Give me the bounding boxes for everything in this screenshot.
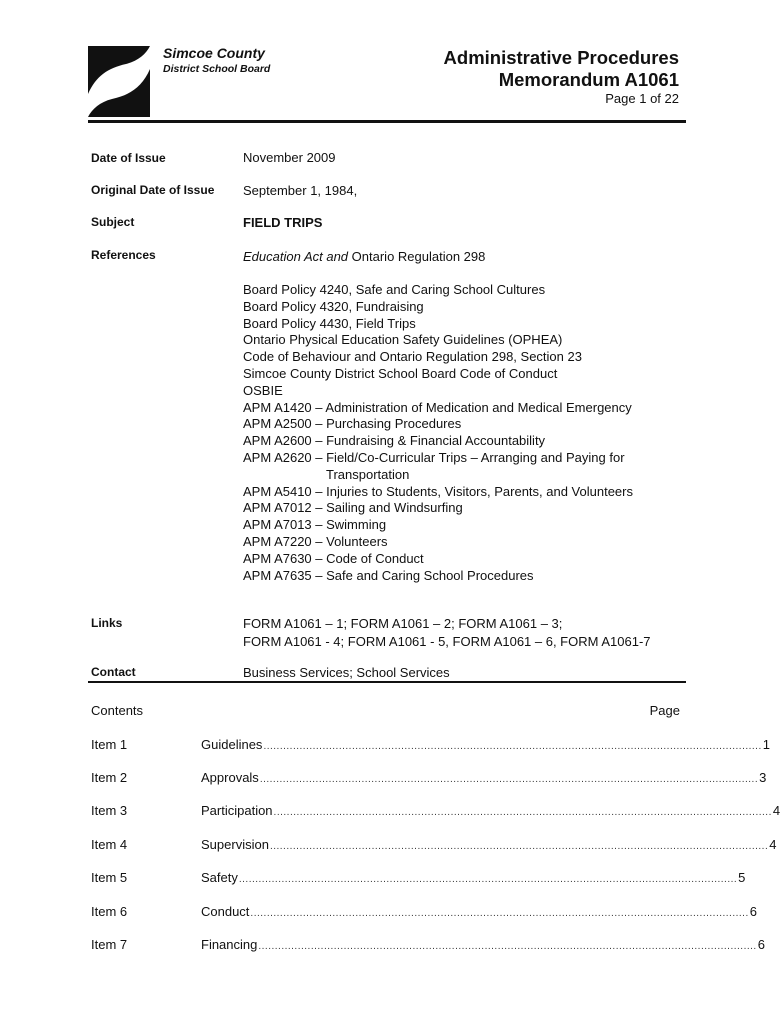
reference-item: APM A7635 – Safe and Caring School Procedures <box>243 567 534 583</box>
toc-item-number: Item 5 <box>91 870 128 885</box>
org-subtitle: District School Board <box>163 63 271 75</box>
toc-item-page: 6 <box>757 937 765 952</box>
toc-item-page: 1 <box>762 737 770 752</box>
reference-item: APM A7630 – Code of Conduct <box>243 550 424 566</box>
reference-item: Simcoe County District School Board Code of Conduct <box>243 365 558 381</box>
toc-row[interactable] <box>91 737 770 755</box>
references-list <box>243 282 633 584</box>
links-line-2: FORM A1061 - 4; FORM A1061 - 5, FORM A1061 – 6, FORM A1061-7 <box>243 634 651 649</box>
reference-item: APM A1420 – Administration of Medication and Medical Emergency <box>243 399 632 415</box>
toc-row[interactable] <box>91 770 767 788</box>
subject-label: Subject <box>91 215 135 229</box>
org-name: Simcoe County <box>163 45 265 61</box>
links-label: Links <box>91 616 123 630</box>
links-line-1: FORM A1061 – 1; FORM A1061 – 2; FORM A1061 – 3; <box>243 616 563 631</box>
toc-item-page: 5 <box>738 870 746 885</box>
toc-item-page: 4 <box>769 837 777 852</box>
toc-item-title: Participation <box>201 803 273 818</box>
toc-item-title: Approvals <box>201 770 259 785</box>
toc-row[interactable] <box>91 937 765 955</box>
reference-item: OSBIE <box>243 382 283 398</box>
links-list <box>243 615 651 651</box>
page-indicator: Page 1 of 22 <box>605 91 679 106</box>
toc-leader-dots: ........................................................................................................................................................ <box>263 741 762 752</box>
toc-item-title: Conduct <box>201 904 250 919</box>
reference-item: Code of Behaviour and Ontario Regulation 298, Section 23 <box>243 349 582 365</box>
toc-leader-dots: ........................................................................................................................................................ <box>238 874 738 885</box>
original-date-value: September 1, 1984, <box>243 183 358 198</box>
page-column-heading: Page <box>649 703 680 718</box>
toc-item-page: 3 <box>759 770 767 785</box>
memo-number: Memorandum A1061 <box>498 69 679 90</box>
references-first-line <box>243 249 485 264</box>
toc-item-title: Supervision <box>201 837 269 852</box>
toc-item-number: Item 6 <box>91 904 128 919</box>
toc-leader-dots: ........................................................................................................................................................ <box>273 807 772 818</box>
reference-item: APM A7012 – Sailing and Windsurfing <box>243 500 463 516</box>
toc-item-page: 6 <box>749 904 757 919</box>
reference-item-continuation: Transportation <box>326 466 410 482</box>
section-rule <box>88 681 686 683</box>
regulation-text: Ontario Regulation 298 <box>351 249 486 264</box>
reference-item: Board Policy 4430, Field Trips <box>243 315 416 331</box>
toc-leader-dots: ........................................................................................................................................................ <box>250 908 749 919</box>
reference-item: APM A7220 – Volunteers <box>243 533 388 549</box>
education-act-text: Education Act and <box>243 249 349 264</box>
reference-item: APM A2500 – Purchasing Procedures <box>243 416 462 432</box>
reference-item: Ontario Physical Education Safety Guidelines (OPHEA) <box>243 332 563 348</box>
toc-leader-dots: ........................................................................................................................................................ <box>269 841 769 852</box>
toc-row[interactable] <box>91 803 780 821</box>
toc-row[interactable] <box>91 904 757 922</box>
toc-leader-dots: ........................................................................................................................................................ <box>258 941 757 952</box>
contact-label: Contact <box>91 665 136 679</box>
toc-item-page: 4 <box>772 803 780 818</box>
scdsb-logo-icon <box>88 46 150 117</box>
references-label: References <box>91 248 156 262</box>
reference-item: APM A2620 – Field/Co-Curricular Trips – Arranging and Paying for <box>243 449 625 465</box>
contents-heading: Contents <box>91 703 144 718</box>
contact-value: Business Services; School Services <box>243 665 450 680</box>
reference-item: APM A7013 – Swimming <box>243 517 387 533</box>
toc-item-number: Item 1 <box>91 737 128 752</box>
header-rule <box>88 120 686 123</box>
toc-item-title: Financing <box>201 937 258 952</box>
toc-item-number: Item 2 <box>91 770 128 785</box>
subject-value: FIELD TRIPS <box>243 215 323 230</box>
document-title: Administrative Procedures <box>443 47 679 68</box>
reference-item: APM A5410 – Injuries to Students, Visitors, Parents, and Volunteers <box>243 483 633 499</box>
reference-item: Board Policy 4320, Fundraising <box>243 298 424 314</box>
toc-item-number: Item 3 <box>91 803 128 818</box>
reference-item: APM A2600 – Fundraising & Financial Accountability <box>243 433 546 449</box>
toc-item-title: Guidelines <box>201 737 263 752</box>
toc-leader-dots: ........................................................................................................................................................ <box>259 774 759 785</box>
reference-item: Board Policy 4240, Safe and Caring School Cultures <box>243 282 546 297</box>
date-of-issue-value: November 2009 <box>243 150 336 165</box>
original-date-label: Original Date of Issue <box>91 183 215 197</box>
toc-item-title: Safety <box>201 870 238 885</box>
date-of-issue-label: Date of Issue <box>91 151 166 165</box>
toc-item-number: Item 7 <box>91 937 128 952</box>
toc-row[interactable] <box>91 870 746 888</box>
toc-item-number: Item 4 <box>91 837 128 852</box>
toc-row[interactable] <box>91 837 777 855</box>
